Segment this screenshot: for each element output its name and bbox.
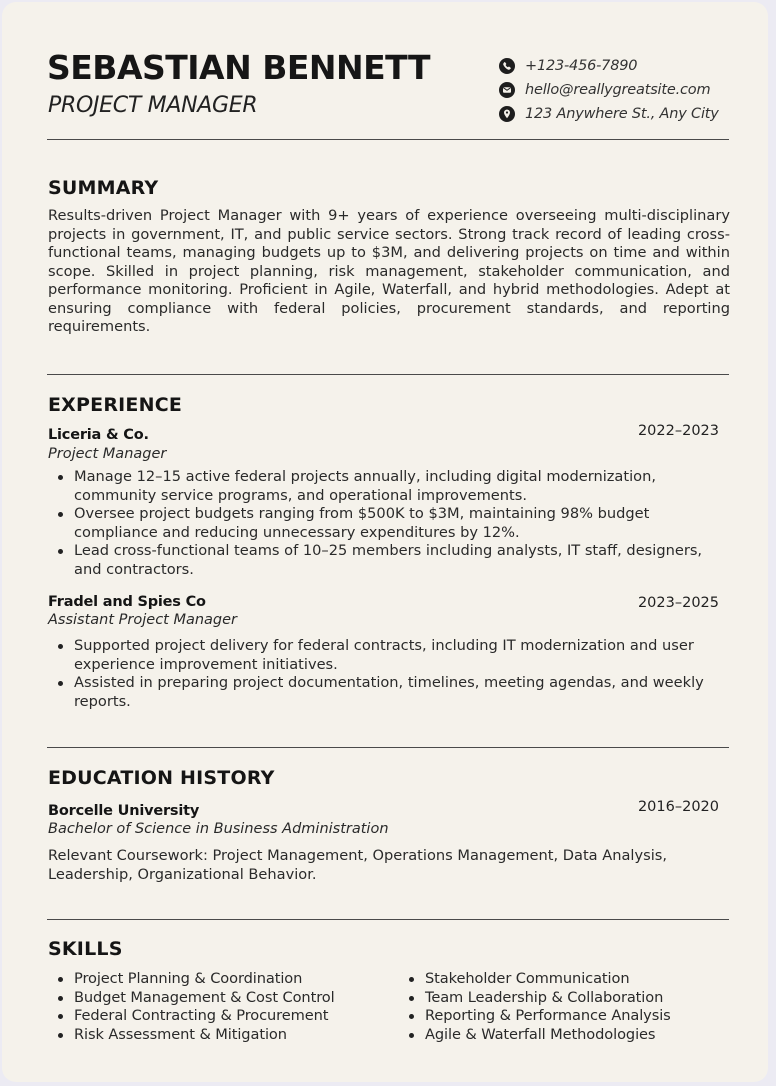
candidate-name: SEBASTIAN BENNETT	[47, 48, 430, 87]
contact-email	[498, 78, 719, 102]
coursework-text: Relevant Coursework: Project Management, Operations Management, Data Analysis, Leadership, Organizational Behavior.	[48, 847, 668, 883]
list-item: Lead cross-functional teams of 10–25 members including analysts, IT staff, designers, and contractors.	[48, 542, 708, 579]
candidate-role: PROJECT MANAGER	[48, 93, 258, 118]
skill-item: Agile & Waterfall Methodologies	[399, 1026, 729, 1045]
summary-heading: SUMMARY	[48, 177, 159, 199]
skill-item: Risk Assessment & Mitigation	[48, 1026, 388, 1045]
email-text: hello@reallygreatsite.com	[525, 82, 711, 98]
list-item: Oversee project budgets ranging from $500K to $3M, maintaining 98% budget compliance and reducing unnecessary expenditures by 12%.	[48, 505, 708, 542]
list-item: Assisted in preparing project documentation, timelines, meeting agendas, and weekly reports.	[48, 674, 708, 711]
contact-phone	[498, 54, 719, 78]
skill-item: Budget Management & Cost Control	[48, 989, 388, 1008]
resume-page	[2, 2, 768, 1082]
experience-heading: EXPERIENCE	[48, 394, 183, 416]
job-position: Project Manager	[48, 446, 167, 462]
education-heading: EDUCATION HISTORY	[48, 767, 275, 789]
location-pin-icon	[498, 106, 515, 123]
skill-item: Stakeholder Communication	[399, 970, 729, 989]
divider	[47, 747, 729, 748]
contact-address	[498, 102, 719, 126]
divider	[47, 139, 729, 140]
education-dates: 2016–2020	[637, 799, 719, 815]
job-bullets	[48, 468, 708, 579]
skill-item: Reporting & Performance Analysis	[399, 1007, 729, 1026]
skills-list-right	[399, 970, 729, 1044]
job-company: Fradel and Spies Co	[48, 594, 206, 610]
skill-item: Project Planning & Coordination	[48, 970, 388, 989]
skills-list-left	[48, 970, 388, 1044]
phone-text: +123-456-7890	[525, 58, 638, 74]
mail-icon	[498, 82, 515, 99]
phone-icon	[498, 58, 515, 75]
degree-name: Bachelor of Science in Business Administration	[48, 821, 389, 837]
skills-heading: SKILLS	[48, 938, 123, 960]
list-item: Supported project delivery for federal contracts, including IT modernization and user experience improvement initiatives.	[48, 637, 708, 674]
skill-item: Team Leadership & Collaboration	[399, 989, 729, 1008]
skill-item: Federal Contracting & Procurement	[48, 1007, 388, 1026]
job-company: Liceria & Co.	[48, 427, 149, 443]
job-dates: 2023–2025	[637, 595, 719, 611]
job-bullets	[48, 637, 708, 711]
divider	[47, 919, 729, 920]
contact-list	[498, 54, 719, 126]
school-name: Borcelle University	[48, 803, 200, 819]
list-item: Manage 12–15 active federal projects annually, including digital modernization, community service programs, and operational improvements.	[48, 468, 708, 505]
summary-text: Results-driven Project Manager with 9+ years of experience overseeing multi-disciplinary projects in government, IT, and public service sectors. Strong track record of leading cross-functional teams, managing budgets up to $3M, and delivering projects on time and within scope. Skilled in project planning, risk management, stakeholder communication, and performance monitoring. Proficient in Agile, Waterfall, and hybrid methodologies. Adept at ensuring compliance with federal policies, procurement standards, and reporting requirements.	[48, 207, 730, 335]
divider	[47, 374, 729, 375]
job-dates: 2022–2023	[637, 423, 719, 439]
job-position: Assistant Project Manager	[48, 612, 238, 628]
address-text: 123 Anywhere St., Any City	[525, 106, 719, 122]
